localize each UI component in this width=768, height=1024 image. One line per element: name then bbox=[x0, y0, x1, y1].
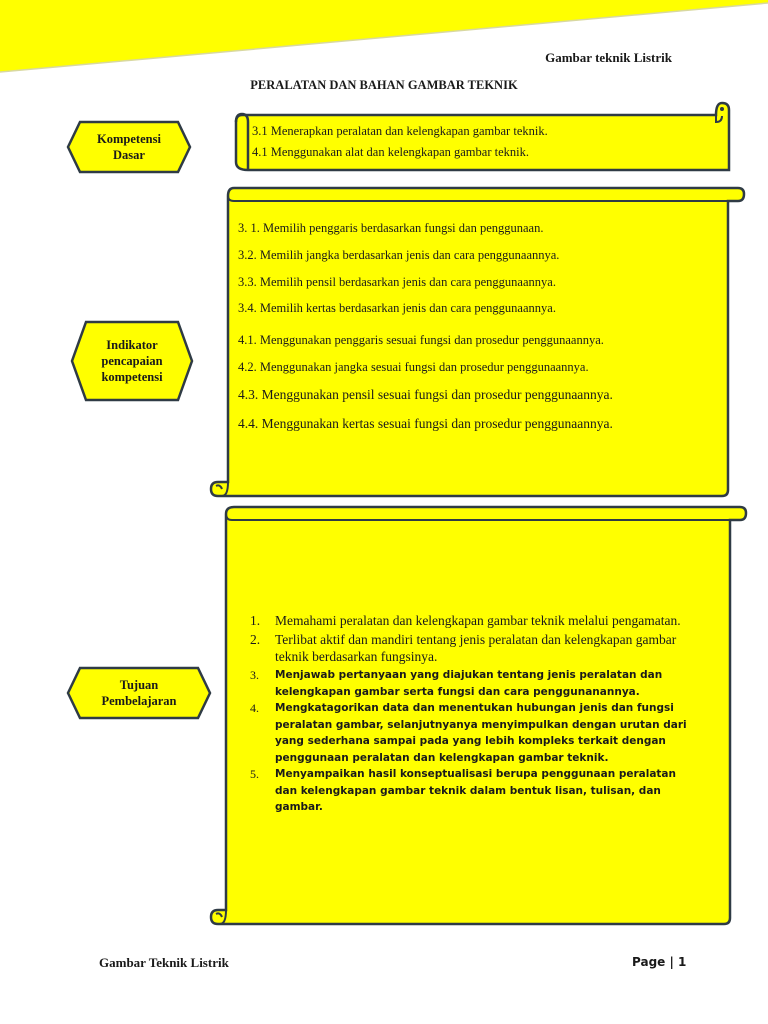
indikator-text: Indikator pencapaian kompetensi bbox=[101, 338, 163, 384]
running-header: Gambar teknik Listrik bbox=[545, 50, 672, 65]
list-number: 3. bbox=[250, 668, 259, 682]
indikator-item: 3.2. Memilih jangka berdasarkan jenis dan cara penggunaannya. bbox=[238, 248, 560, 262]
page-title: PERALATAN DAN BAHAN GAMBAR TEKNIK bbox=[250, 78, 518, 92]
indikator-item: 3.3. Memilih pensil berdasarkan jenis dan cara penggunaannya. bbox=[238, 275, 556, 289]
list-text: Memahami peralatan dan kelengkapan gambar teknik melalui pengamatan. bbox=[275, 613, 681, 628]
footer-title: Gambar Teknik Listrik bbox=[99, 955, 229, 970]
indikator-label bbox=[70, 320, 194, 402]
list-item bbox=[240, 631, 700, 665]
indikator-item: 4.3. Menggunakan pensil sesuai fungsi dan prosedur penggunaannya. bbox=[238, 387, 613, 402]
kompetensi-dasar-label bbox=[66, 120, 192, 174]
indikator-item: 4.2. Menggunakan jangka sesuai fungsi dan prosedur penggunaannya. bbox=[238, 360, 589, 374]
indikator-item: 3. 1. Memilih penggaris berdasarkan fungsi dan penggunaan. bbox=[238, 221, 544, 235]
kompetensi-dasar-scroll bbox=[228, 100, 733, 178]
tujuan-list bbox=[240, 612, 700, 816]
kompetensi-item: 4.1 Menggunakan alat dan kelengkapan gambar teknik. bbox=[252, 145, 529, 159]
list-number: 5. bbox=[250, 767, 259, 781]
list-item bbox=[240, 700, 700, 766]
tujuan-scroll bbox=[206, 504, 748, 928]
list-text: Mengkatagorikan data dan menentukan hubungan jenis dan fungsi peralatan gambar, selanjutnyanya menyimpulkan dengan urutan dari yang sederhana sampai pada yang lebih kompleks terkait dengan penggunaan peralatan dan kelengkapan gambar teknik. bbox=[275, 702, 687, 764]
yellow-banner bbox=[0, 0, 768, 80]
page-number: Page | 1 bbox=[632, 955, 687, 969]
indikator-item: 4.1. Menggunakan penggaris sesuai fungsi dan prosedur penggunaannya. bbox=[238, 333, 604, 347]
list-text: Terlibat aktif dan mandiri tentang jenis peralatan dan kelengkapan gambar teknik berdasarkan fungsinya. bbox=[275, 632, 677, 664]
list-text: Menyampaikan hasil konseptualisasi berupa penggunaan peralatan dan kelengkapan gambar teknik dalam bentuk lisan, tulisan, dan gambar. bbox=[275, 768, 676, 813]
list-item bbox=[240, 612, 700, 629]
indikator-item: 4.4. Menggunakan kertas sesuai fungsi dan prosedur penggunaannya. bbox=[238, 416, 613, 431]
list-number: 4. bbox=[250, 701, 259, 715]
list-text: Menjawab pertanyaan yang diajukan tentang jenis peralatan dan kelengkapan gambar serta fungsi dan cara penggunanannya. bbox=[275, 669, 663, 698]
tujuan-label bbox=[66, 666, 212, 720]
tujuan-text: Tujuan Pembelajaran bbox=[101, 678, 177, 708]
list-number: 1. bbox=[250, 613, 261, 628]
kompetensi-dasar-text: Kompetensi Dasar bbox=[97, 132, 161, 162]
list-item bbox=[240, 766, 700, 816]
list-item bbox=[240, 667, 700, 700]
kompetensi-item: 3.1 Menerapkan peralatan dan kelengkapan gambar teknik. bbox=[252, 124, 548, 138]
list-number: 2. bbox=[250, 632, 261, 647]
indikator-item: 3.4. Memilih kertas berdasarkan jenis dan cara penggunaannya. bbox=[238, 301, 556, 315]
indikator-scroll bbox=[206, 184, 746, 500]
